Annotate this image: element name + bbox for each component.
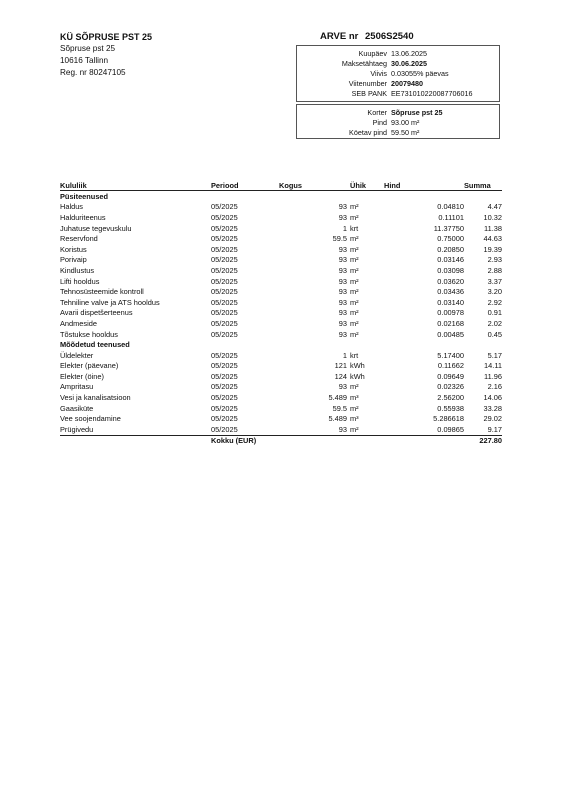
total-row	[60, 435, 502, 446]
cell-sum: 9.17	[487, 424, 502, 434]
cell-unit: m²	[350, 234, 359, 244]
cell-name: Juhatuse tegevuskulu	[60, 223, 132, 233]
cell-unit: kWh	[350, 361, 365, 371]
invoice-meta-row	[297, 49, 499, 58]
apartment-info-value: Sõpruse pst 25	[391, 108, 443, 117]
table-row	[60, 318, 502, 329]
cell-period: 05/2025	[211, 329, 238, 339]
cell-period: 05/2025	[211, 424, 238, 434]
cell-name: Üldelekter	[60, 350, 94, 360]
table-row	[60, 361, 502, 372]
apartment-info-row	[297, 118, 499, 127]
header-uhik: Ühik	[350, 181, 384, 191]
cell-period: 05/2025	[211, 265, 238, 275]
cell-name: Elekter (päevane)	[60, 361, 119, 371]
cell-price: 0.03098	[437, 265, 464, 275]
cell-price: 0.03146	[437, 255, 464, 265]
cell-unit: m²	[350, 287, 359, 297]
table-row	[60, 350, 502, 361]
apartment-info-row	[297, 128, 499, 137]
cell-qty: 5.489	[328, 414, 347, 424]
cell-qty: 1	[342, 223, 347, 233]
cell-sum: 3.20	[487, 287, 502, 297]
table-row	[60, 265, 502, 276]
cell-qty: 1	[342, 350, 347, 360]
cell-name: Koristus	[60, 244, 87, 254]
cell-price: 0.04810	[437, 202, 464, 212]
header-hind: Hind	[384, 181, 464, 191]
table-row	[60, 424, 502, 435]
invoice-meta-key: SEB PANK	[351, 89, 387, 98]
invoice-meta-row	[297, 69, 499, 78]
header-kululiik: Kululiik	[60, 181, 211, 191]
cell-name: Reservfond	[60, 234, 98, 244]
table-header-row	[60, 181, 502, 191]
cell-qty: 93	[338, 244, 347, 254]
invoice-label: ARVE nr	[320, 31, 359, 42]
company-name: KÜ SÕPRUSE PST 25	[60, 32, 153, 42]
cell-name: Halduriteenus	[60, 212, 106, 222]
cell-name: Elekter (öine)	[60, 371, 104, 381]
cell-sum: 2.88	[487, 265, 502, 275]
table-row	[60, 255, 502, 266]
invoice-meta-value: EE731010220087706016	[391, 89, 473, 98]
cell-unit: m²	[350, 318, 359, 328]
invoice-number: 2506S2540	[365, 31, 414, 42]
cell-unit: m²	[350, 329, 359, 339]
table-row	[60, 212, 502, 223]
cell-unit: m²	[350, 265, 359, 275]
company-reg-number: Reg. nr 80247105	[60, 68, 126, 77]
cell-period: 05/2025	[211, 414, 238, 424]
table-row	[60, 392, 502, 403]
cell-name: Tõstukse hooldus	[60, 329, 118, 339]
cell-price: 5.17400	[437, 350, 464, 360]
cell-unit: m²	[350, 212, 359, 222]
section-header-row	[60, 191, 502, 202]
cell-qty: 59.5	[332, 403, 347, 413]
cell-qty: 5.489	[328, 393, 347, 403]
cell-name: Tehniline valve ja ATS hooldus	[60, 297, 160, 307]
cell-period: 05/2025	[211, 212, 238, 222]
cell-sum: 2.16	[487, 382, 502, 392]
table-row	[60, 297, 502, 308]
apartment-info-value: 93.00 m²	[391, 118, 420, 127]
cell-price: 2.56200	[437, 393, 464, 403]
apartment-info-key: Pind	[372, 118, 387, 127]
total-spacer	[279, 435, 350, 446]
total-spacer	[350, 435, 384, 446]
invoice-meta-row	[297, 79, 499, 88]
cell-price: 11.37750	[433, 223, 464, 233]
cell-period: 05/2025	[211, 308, 238, 318]
header-summa: Summa	[464, 181, 502, 191]
table-row	[60, 286, 502, 297]
apartment-info-key: Köetav pind	[349, 128, 387, 137]
cell-sum: 11.96	[484, 371, 502, 381]
cell-qty: 93	[338, 265, 347, 275]
cell-sum: 44.63	[483, 234, 502, 244]
cell-period: 05/2025	[211, 244, 238, 254]
cell-price: 0.02326	[437, 382, 464, 392]
cell-price: 5.286618	[433, 414, 464, 424]
cell-sum: 29.02	[483, 414, 502, 424]
cell-sum: 0.91	[487, 308, 502, 318]
table-row	[60, 244, 502, 255]
cell-unit: krt	[350, 223, 359, 233]
cell-name: Lifti hooldus	[60, 276, 100, 286]
cell-unit: m³	[350, 414, 359, 424]
cell-unit: m³	[350, 393, 359, 403]
cell-sum: 11.38	[484, 223, 502, 233]
cell-unit: m²	[350, 403, 359, 413]
invoice-meta-key: Viitenumber	[348, 79, 387, 88]
cell-price: 0.03140	[437, 297, 464, 307]
company-address-street: Sõpruse pst 25	[60, 44, 116, 53]
invoice-meta-key: Maksetähtaeg	[341, 59, 387, 68]
cell-qty: 93	[338, 287, 347, 297]
cell-sum: 2.93	[487, 255, 502, 265]
section-title: Püsiteenused	[60, 191, 109, 201]
cell-qty: 93	[338, 424, 347, 434]
cell-period: 05/2025	[211, 276, 238, 286]
cell-sum: 3.37	[487, 276, 502, 286]
cell-unit: m²	[350, 297, 359, 307]
cell-unit: m²	[350, 202, 359, 212]
cell-unit: krt	[350, 350, 359, 360]
cell-period: 05/2025	[211, 350, 238, 360]
cell-sum: 2.02	[487, 318, 502, 328]
cell-unit: kWh	[350, 371, 365, 381]
section-header-row	[60, 339, 502, 350]
invoice-meta-key: Kuupäev	[358, 49, 387, 58]
cell-name: Vee soojendamine	[60, 414, 121, 424]
cell-name: Kindlustus	[60, 265, 95, 275]
cell-name: Tehnosüsteemide kontroll	[60, 287, 144, 297]
cell-qty: 93	[338, 255, 347, 265]
cell-qty: 93	[338, 276, 347, 286]
cell-period: 05/2025	[211, 403, 238, 413]
table-row	[60, 233, 502, 244]
cell-price: 0.11101	[438, 212, 464, 222]
apartment-info-value: 59.50 m²	[391, 128, 420, 137]
cell-period: 05/2025	[211, 202, 238, 212]
total-label: Kokku (EUR)	[211, 435, 279, 446]
cell-name: Gaasiküte	[60, 403, 94, 413]
cell-price: 0.20850	[437, 244, 464, 254]
cell-qty: 93	[338, 318, 347, 328]
cell-name: Ampritasu	[60, 382, 94, 392]
invoice-meta-value: 30.06.2025	[391, 59, 427, 68]
cell-price: 0.55938	[437, 403, 464, 413]
cell-price: 0.09865	[437, 424, 464, 434]
invoice-meta-row	[297, 89, 499, 98]
cell-sum: 14.11	[484, 361, 502, 371]
cell-period: 05/2025	[211, 234, 238, 244]
table-row	[60, 329, 502, 340]
table-row	[60, 382, 502, 393]
cell-price: 0.03436	[437, 287, 464, 297]
cell-price: 0.11662	[437, 361, 464, 371]
cell-name: Porivaip	[60, 255, 87, 265]
cell-sum: 10.32	[483, 212, 502, 222]
invoice-meta-value: 13.06.2025	[391, 49, 427, 58]
company-address-city: 10616 Tallinn	[60, 56, 109, 65]
cell-unit: m²	[350, 382, 359, 392]
invoice-meta-value: 0.03055% päevas	[391, 69, 449, 78]
cell-qty: 93	[338, 202, 347, 212]
cell-period: 05/2025	[211, 393, 238, 403]
items-table	[60, 181, 502, 446]
table-row	[60, 202, 502, 213]
apartment-info-key: Korter	[367, 108, 387, 117]
apartment-box	[296, 104, 500, 139]
cell-period: 05/2025	[211, 382, 238, 392]
cell-name: Vesi ja kanalisatsioon	[60, 393, 131, 403]
table-row	[60, 403, 502, 414]
cell-period: 05/2025	[211, 223, 238, 233]
invoice-title	[320, 31, 414, 42]
table-row	[60, 371, 502, 382]
cell-qty: 93	[338, 329, 347, 339]
apartment-info-row	[297, 108, 499, 117]
cell-name: Avarii dispetšerteenus	[60, 308, 133, 318]
cell-qty: 93	[338, 297, 347, 307]
cell-period: 05/2025	[211, 297, 238, 307]
cell-period: 05/2025	[211, 255, 238, 265]
cell-sum: 4.47	[487, 202, 502, 212]
cell-unit: m²	[350, 255, 359, 265]
total-spacer	[60, 435, 211, 446]
invoice-meta-key: Viivis	[370, 69, 387, 78]
section-title: Mõõdetud teenused	[60, 340, 130, 350]
table-row	[60, 223, 502, 234]
cell-unit: m²	[350, 276, 359, 286]
cell-sum: 14.06	[483, 393, 502, 403]
cell-price: 0.02168	[437, 318, 464, 328]
total-value: 227.80	[464, 435, 502, 446]
cell-qty: 121	[334, 361, 347, 371]
cell-price: 0.75000	[437, 234, 464, 244]
cell-sum: 33.28	[483, 403, 502, 413]
cell-price: 0.00485	[437, 329, 464, 339]
header-kogus: Kogus	[279, 181, 350, 191]
cell-name: Prügivedu	[60, 424, 94, 434]
cell-qty: 124	[334, 371, 347, 381]
table-row	[60, 308, 502, 319]
total-spacer	[384, 435, 464, 446]
cell-price: 0.00978	[437, 308, 464, 318]
invoice-meta-row	[297, 59, 499, 68]
cell-name: Haldus	[60, 202, 84, 212]
table-row	[60, 276, 502, 287]
cell-sum: 2.92	[487, 297, 502, 307]
cell-period: 05/2025	[211, 371, 238, 381]
invoice-meta-value: 20079480	[391, 79, 423, 88]
cell-sum: 5.17	[487, 350, 502, 360]
cell-name: Andmeside	[60, 318, 97, 328]
cell-qty: 93	[338, 382, 347, 392]
cell-period: 05/2025	[211, 318, 238, 328]
cell-price: 0.03620	[437, 276, 464, 286]
cell-sum: 19.39	[483, 244, 502, 254]
cell-period: 05/2025	[211, 287, 238, 297]
cell-sum: 0.45	[487, 329, 502, 339]
cell-qty: 59.5	[332, 234, 347, 244]
company-block	[60, 31, 152, 79]
table-row	[60, 413, 502, 424]
cell-unit: m²	[350, 424, 359, 434]
cell-unit: m²	[350, 244, 359, 254]
cell-qty: 93	[338, 308, 347, 318]
cell-qty: 93	[338, 212, 347, 222]
cell-period: 05/2025	[211, 361, 238, 371]
cell-unit: m²	[350, 308, 359, 318]
header-periood: Periood	[211, 181, 279, 191]
cell-price: 0.09649	[437, 371, 464, 381]
invoice-meta-box	[296, 45, 500, 102]
